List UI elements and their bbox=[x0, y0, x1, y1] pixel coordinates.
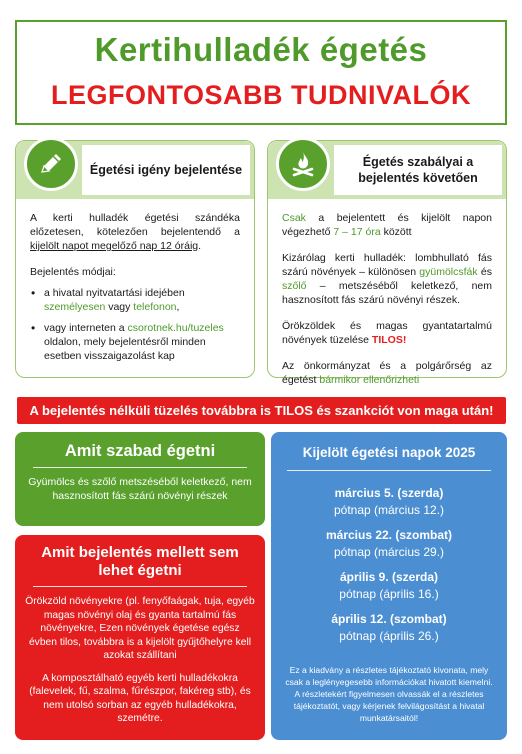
warning-banner: A bejelentés nélküli tüzelés továbbra is TILOS és szankciót von maga után! bbox=[17, 397, 506, 424]
forbidden-text-1: Örökzöld növényekre (pl. fenyőfaágak, tuja, egyéb magas növényi olaj és gyanta tartalmú fás növényekre, Ezen növények égetése egész évben tilos, továbbra is a kijelölt gyűjtőhelyre kell azokat szállítani bbox=[25, 596, 255, 661]
pencil-icon bbox=[24, 137, 78, 191]
makeup-date: pótnap (április 26.) bbox=[339, 629, 439, 643]
time-range: 7 – 17 óra bbox=[333, 226, 381, 238]
card-title: Égetés szabályai a bejelentés követően bbox=[334, 145, 502, 195]
card-header bbox=[16, 141, 254, 199]
phone-text: telefonon bbox=[133, 301, 177, 313]
card-header bbox=[268, 141, 506, 199]
burn-date: március 5. (szerda) bbox=[334, 486, 444, 500]
rule-only-day: Csak a bejelentett és kijelölt napon végezhető 7 – 17 óra között bbox=[282, 212, 492, 238]
deadline-text: kijelölt napot megelőző nap 12 óráig bbox=[30, 240, 199, 252]
allowed-box bbox=[15, 432, 265, 526]
makeup-date: pótnap (március 12.) bbox=[333, 503, 445, 517]
rule-evergreen: Örökzöldek és magas gyantatartalmú növények tüzelése TILOS! bbox=[282, 320, 492, 346]
list-item bbox=[271, 485, 507, 518]
in-person-text: személyesen bbox=[44, 301, 106, 313]
schedule-box bbox=[271, 432, 507, 740]
list-item bbox=[271, 569, 507, 602]
divider bbox=[287, 470, 491, 471]
page-subtitle: LEGFONTOSABB TUDNIVALÓK bbox=[51, 80, 471, 110]
burn-date: április 9. (szerda) bbox=[339, 570, 439, 584]
makeup-date: pótnap (március 29.) bbox=[333, 545, 445, 559]
modes-list bbox=[30, 286, 240, 363]
forbidden-body bbox=[15, 595, 265, 726]
list-item: • a hivatal nyitvatartási idejében személyesen vagy telefonon, bbox=[44, 286, 240, 314]
modes-label: Bejelentés módjai: bbox=[30, 266, 116, 278]
divider bbox=[33, 467, 247, 468]
makeup-date: pótnap (április 16.) bbox=[339, 587, 439, 601]
forbidden-box bbox=[15, 535, 265, 740]
allowed-body: Gyümölcs és szőlő metszéséből keletkező, nem hasznosított fás szárú növényi részek bbox=[28, 476, 252, 502]
burn-date: március 22. (szombat) bbox=[325, 528, 453, 542]
card-body bbox=[282, 211, 492, 399]
burn-date: április 12. (szombat) bbox=[331, 612, 447, 626]
notification-intro: A kerti hulladék égetési szándéka előzetesen, kötelezően bejelentendő a kijelölt napot megelőző nap 12 óráig. bbox=[30, 212, 240, 252]
allowed-title: Amit szabad égetni bbox=[64, 442, 216, 460]
list-item: • vagy interneten a csorotnek.hu/tuzeles oldalon, mely bejelentésről minden esetben visszaigazolást kap bbox=[44, 321, 240, 363]
list-item bbox=[271, 527, 507, 560]
page-title: Kertihulladék égetés bbox=[94, 31, 428, 68]
forbidden-text-2: A komposztálható egyéb kerti hulladékokra (falevelek, fű, szalma, fűrészpor, fakéreg stb), és nem utolsó sorban az egyéb hulladékokra, szemétre. bbox=[29, 672, 251, 724]
list-item bbox=[271, 611, 507, 644]
disclaimer-note: Ez a kiadvány a részletes tájékoztató kivonata, mely csak a leglényegesebb információkat hivatott kiemelni. A részletekért figyelmesen olvassák el a részletes tájékoztatót, vagy kérjenek felvilágosítást a hivatal munkatársaitól! bbox=[285, 665, 493, 723]
notification-card bbox=[15, 140, 255, 378]
fire-icon bbox=[276, 137, 330, 191]
rule-inspection: Az önkormányzat és a polgárőrség az égetést bármikor ellenőrizheti bbox=[282, 360, 492, 386]
rule-garden-waste: Kizárólag kerti hulladék: lombhullató fás szárú növények – különösen gyümölcsfák és szőlő – metszéséből keletkező, nem hasznosított fás szárú növényi részek. bbox=[282, 252, 492, 306]
date-list bbox=[271, 485, 507, 644]
card-body bbox=[30, 211, 240, 370]
divider bbox=[33, 586, 247, 587]
forbidden-title: Amit bejelentés mellett sem lehet égetni bbox=[41, 544, 239, 579]
card-title: Égetési igény bejelentése bbox=[82, 145, 250, 195]
website-link[interactable]: csorotnek.hu/tuzeles bbox=[127, 322, 224, 334]
rules-card bbox=[267, 140, 507, 386]
schedule-title: Kijelölt égetési napok 2025 bbox=[302, 445, 476, 460]
title-box bbox=[15, 20, 507, 125]
